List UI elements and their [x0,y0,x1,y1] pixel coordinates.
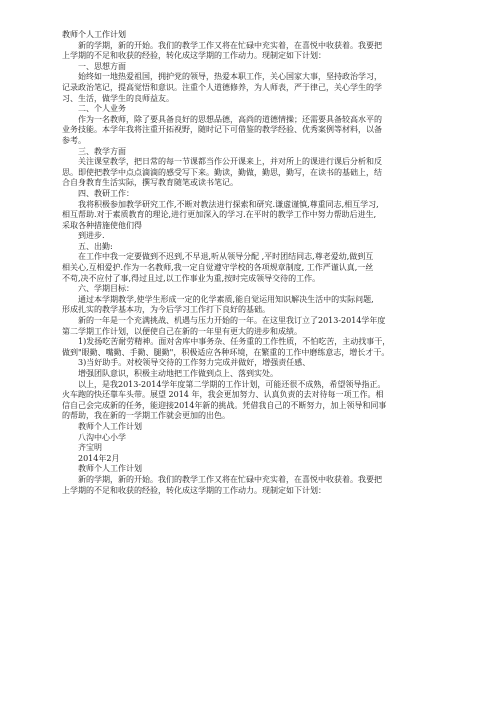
text-line: 思。即使把教学中点点滴滴的感受写下来。勤读，勤做，勤思，勤写，在读书的基础上，结 [62,167,382,177]
text-line: 不苟,决不应付了事,得过且过,以工作事业为重,按时完成领导交待的工作。 [62,273,321,283]
text-line: 新的学期，新的开始。我们的教学工作又将在忙碌中充实着，在喜悦中收获着。我要把 [78,474,382,484]
text-line: 形成扎实的教学基本功，为今后学习工作打下良好的基础。 [62,305,270,315]
text-line: 第二学期工作计划，以便使自己在新的一年里有更大的进步和成绩。 [62,326,302,336]
text-line: 做到"眼勤、嘴勤、手勤、腿勤"，积极适应各种环境，在繁重的工作中磨练意志，增长才干。 [62,347,390,357]
text-line: 五、出勤: [78,241,113,251]
text-line: 始终如一地热爱祖国，拥护党的领导，热爱本职工作，关心国家大事，坚持政治学习， [78,72,382,82]
text-line: 新的一年是一个充满挑战、机遇与压力开始的一年。在这里我订立了2013-2014学年度 [78,316,386,326]
document-body [62,30,434,496]
text-line: 业务技能。本学年我将注重开拓视野，随时记下可借鉴的教学经验、优秀案例等材料，以备 [62,125,382,135]
text-line: 八沟中心小学 [78,432,126,442]
text-line: 相互帮助.对于素质教育的理论,进行更加深入的学习.在平时的教学工作中努力帮助后进生, [62,210,377,220]
text-line: 关注课堂教学，把日常的每一节课都当作公开课来上，并对所上的课进行课后分析和反 [78,157,382,167]
text-line: 通过本学期教学,使学生形成一定的化学素质,能自觉运用知识解决生活中的实际问题, [78,294,374,304]
text-line: 记录政治笔记，提高觉悟和意识。注重个人道德修养，为人师表，严于律己，关心学生的学 [62,82,382,92]
text-line: 我将积极参加教学研究工作,不断对教法进行探索和研究.谦虚谨慎,尊重同志,相互学习, [78,199,379,209]
text-line: 火车跑的快还靠车头带。展望 2014 年，我会更加努力、认真负责的去对待每一项工作。相 [62,390,384,400]
text-line: 1)发扬吃苦耐劳精神。面对舍库中事务杂、任务重的工作性质，不怕吃苦，主动找事干， [78,337,391,347]
text-line: 作为一名教师，除了要具备良好的思想品德，高尚的道德情操；还需要具备较高水平的 [78,114,382,124]
text-line: 习、生活，做学生的良师益友。 [62,93,174,103]
text-line: 六、学期目标： [78,284,134,294]
text-line: 齐宝明 [78,443,102,453]
text-line: 到进步. [78,231,105,241]
text-line: 四、教研工作： [78,188,134,198]
text-line: 信自己会完成新的任务，能迎接2014年新的挑战。凭借我自己的不断努力，加上领导和同事 [62,400,387,410]
text-line: 上学期的不足和收获的经验，转化成这学期的工作动力。现制定如下计划： [62,485,326,495]
text-line: 一、思想方面 [78,61,126,71]
text-line: 采取各种措施使他们得 [62,220,142,230]
text-line: 合自身教育生活实际，撰写教育随笔或读书笔记。 [62,178,238,188]
text-line: 相关心,互相爱护.作为一名教师,我一定自觉遵守学校的各项规章制度, 工作严谨认真,一丝 [62,263,374,273]
text-line: 参考。 [62,135,86,145]
text-line: 三、教学方面 [78,146,126,156]
text-line: 以上，是我2013-2014学年度第二学期的工作计划，可能还很不成熟，希望领导指正。 [78,379,386,389]
text-line: 新的学期，新的开始。我们的教学工作又将在忙碌中充实着，在喜悦中收获着。我要把 [78,40,382,50]
text-line: 的帮助，我在新的一学期工作就会更加的出色。 [62,411,230,421]
text-line: 3)当好助手。对校领导交待的工作努力完成并做好，增强责任感、 [78,358,311,368]
document-title: 教师个人工作计划 [62,30,126,39]
text-line: 二、个人业务 [78,104,126,114]
text-line: 教师个人工作计划 [78,421,142,431]
text-line: 增强团队意识，积极主动地把工作做到点上、落到实处。 [78,369,278,378]
text-line: 上学期的不足和收获的经验，转化成这学期的工作动力。现制定如下计划： [62,51,326,61]
text-line: 在工作中我一定要做到不迟到,不早退,听从领导分配 ,平时团结同志,尊老爱幼,做到互 [78,252,374,262]
text-line: 教师个人工作计划 [78,464,142,474]
text-line: 2014年2月 [78,453,120,463]
